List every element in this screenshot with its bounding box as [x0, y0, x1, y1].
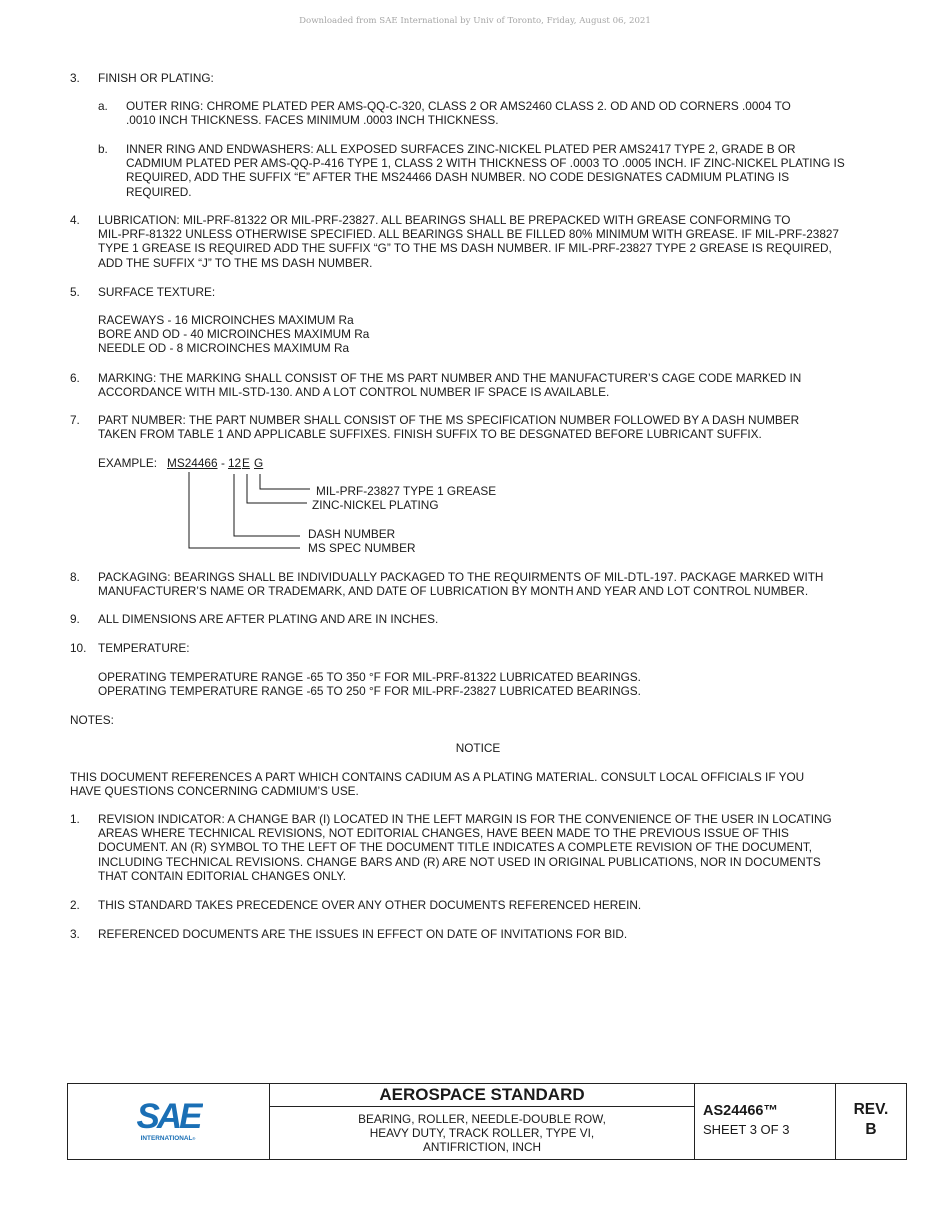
- example-lube-suffix: G: [254, 456, 264, 470]
- notice-text: THIS DOCUMENT REFERENCES A PART WHICH CONTAINS CADIUM AS A PLATING MATERIAL. CONSULT LOCAL OFFICIALS IF YOU HAVE QUESTIONS CONCERNING CADMIUM’S USE.: [70, 770, 805, 799]
- callout-line-dash: [234, 474, 300, 536]
- callout-line-lube: [260, 474, 310, 489]
- notice-title: NOTICE: [455, 741, 501, 755]
- surface-texture-list: RACEWAYS - 16 MICROINCHES MAXIMUM Ra BORE AND OD - 40 MICROINCHES MAXIMUM Ra NEEDLE OD - 8 MICROINCHES MAXIMUM Ra: [98, 313, 370, 356]
- callout-spec-label: MS SPEC NUMBER: [308, 541, 416, 555]
- example-dash-separator: -: [221, 456, 225, 470]
- sae-logo-subtitle: INTERNATIONAL®: [140, 1135, 196, 1142]
- section-6-number: 6.: [70, 371, 80, 385]
- section-10-number: 10.: [70, 641, 87, 655]
- section-10-title: TEMPERATURE:: [98, 641, 190, 655]
- document-title: BEARING, ROLLER, NEEDLE-DOUBLE ROW, HEAVY DUTY, TRACK ROLLER, TYPE VI, ANTIFRICTION, INCH: [358, 1112, 606, 1155]
- section-9-number: 9.: [70, 612, 80, 626]
- section-6-text: MARKING: THE MARKING SHALL CONSIST OF THE MS PART NUMBER AND THE MANUFACTURER’S CAGE CODE MARKED IN ACCORDANCE WITH MIL-STD-130. AND A LOT CONTROL NUMBER IF SPACE IS AVAILABLE.: [98, 371, 802, 400]
- note-1-number: 1.: [70, 812, 80, 826]
- section-4-number: 4.: [70, 213, 80, 227]
- sae-logo-mark: SAE: [136, 1097, 200, 1136]
- section-3-title: FINISH OR PLATING:: [98, 71, 214, 85]
- note-2-number: 2.: [70, 898, 80, 912]
- callout-lube-label: MIL-PRF-23827 TYPE 1 GREASE: [316, 484, 497, 498]
- note-1-text: REVISION INDICATOR: A CHANGE BAR (I) LOCATED IN THE LEFT MARGIN IS FOR THE CONVENIENCE OF THE USER IN LOCATING AREAS WHERE TECHNICAL REVISIONS, NOT EDITORIAL CHANGES, HAVE BEEN MADE TO THE PREVIOUS ISSUE OF THIS DOCUMENT. AN (R) SYMBOL TO THE LEFT OF THE DOCUMENT TITLE INDICATES A COMPLETE REVISION OF THE DOCUMENT, INCLUDING TECHNICAL REVISIONS. CHANGE BARS AND (R) ARE NOT USED IN ORIGINAL PUBLICATIONS, NOR IN DOCUMENTS THAT CONTAIN EDITORIAL CHANGES ONLY.: [98, 812, 832, 883]
- section-8-text: PACKAGING: BEARINGS SHALL BE INDIVIDUALLY PACKAGED TO THE REQUIRMENTS OF MIL-DTL-197. PACKAGE MARKED WITH MANUFACTURER’S NAME OR TRADEMARK, AND DATE OF LUBRICATION BY MONTH AND YEAR AND LOT CONTROL NUMBER.: [98, 570, 824, 599]
- example-dash-number: 12: [228, 456, 242, 470]
- item-b-label: b.: [98, 142, 108, 156]
- item-a-label: a.: [98, 99, 108, 113]
- item-b-text: INNER RING AND ENDWASHERS: ALL EXPOSED SURFACES ZINC-NICKEL PLATED PER AMS2417 TYPE 2, GRADE B OR CADMIUM PLATED PER AMS-QQ-P-416 TYPE 1, CLASS 2 WITH THICKNESS OF .0003 TO .0005 INCH. IF ZINC-NICKEL PLATING IS REQUIRED, ADD THE SUFFIX “E” AFTER THE MS24466 DASH NUMBER. NO CODE DESIGNATES CADMIUM PLATING IS REQUIRED.: [126, 142, 845, 199]
- callout-line-spec: [189, 472, 300, 548]
- item-a-text: OUTER RING: CHROME PLATED PER AMS-QQ-C-320, CLASS 2 OR AMS2460 CLASS 2. OD AND OD CORNERS .0004 TO .0010 INCH THICKNESS. FACES MINIMUM .0003 INCH THICKNESS.: [126, 99, 791, 128]
- example-spec: MS24466: [167, 456, 218, 470]
- revision: REV. B: [853, 1101, 889, 1138]
- document-category: AEROSPACE STANDARD: [379, 1085, 585, 1104]
- note-2-text: THIS STANDARD TAKES PRECEDENCE OVER ANY OTHER DOCUMENTS REFERENCED HEREIN.: [98, 898, 642, 912]
- section-7-number: 7.: [70, 413, 80, 427]
- section-9-text: ALL DIMENSIONS ARE AFTER PLATING AND ARE IN INCHES.: [98, 612, 439, 626]
- section-3-number: 3.: [70, 71, 80, 85]
- section-8-number: 8.: [70, 570, 80, 584]
- notes-heading: NOTES:: [70, 713, 114, 727]
- section-4-text: LUBRICATION: MIL-PRF-81322 OR MIL-PRF-23827. ALL BEARINGS SHALL BE PREPACKED WITH GREASE CONFORMING TO MIL-PRF-81322 UNLESS OTHERWISE SPECIFIED. ALL BEARINGS SHALL BE FILLED 80% MINIMUM WITH GREASE. IF MIL-PRF-23827 TYPE 1 GREASE IS REQUIRED ADD THE SUFFIX “G” TO THE MS DASH NUMBER. IF MIL-PRF-23827 TYPE 2 GREASE IS REQUIRED, ADD THE SUFFIX “J” TO THE MS DASH NUMBER.: [98, 213, 839, 270]
- sheet-number: SHEET 3 OF 3: [703, 1122, 790, 1137]
- note-3-text: REFERENCED DOCUMENTS ARE THE ISSUES IN EFFECT ON DATE OF INVITATIONS FOR BID.: [98, 927, 628, 941]
- example-label: EXAMPLE:: [98, 456, 158, 470]
- temperature-ranges: OPERATING TEMPERATURE RANGE -65 TO 350 °F FOR MIL-PRF-81322 LUBRICATED BEARINGS. OPERATING TEMPERATURE RANGE -65 TO 250 °F FOR MIL-PRF-23827 LUBRICATED BEARINGS.: [98, 670, 641, 699]
- title-block: [67, 1083, 907, 1160]
- section-5-number: 5.: [70, 285, 80, 299]
- callout-dash-label: DASH NUMBER: [308, 527, 396, 541]
- document-number: AS24466™: [703, 1103, 778, 1119]
- download-watermark: Downloaded from SAE International by Univ of Toronto, Friday, August 06, 2021: [299, 16, 651, 26]
- sae-logo: [133, 1094, 203, 1144]
- section-7-text: PART NUMBER: THE PART NUMBER SHALL CONSIST OF THE MS SPECIFICATION NUMBER FOLLOWED BY A DASH NUMBER TAKEN FROM TABLE 1 AND APPLICABLE SUFFIXES. FINISH SUFFIX TO BE DESGNATED BEFORE LUBRICANT SUFFIX.: [98, 413, 800, 442]
- callout-finish-label: ZINC-NICKEL PLATING: [312, 498, 439, 512]
- example-finish-suffix: E: [242, 456, 250, 470]
- note-3-number: 3.: [70, 927, 80, 941]
- section-5-title: SURFACE TEXTURE:: [98, 285, 216, 299]
